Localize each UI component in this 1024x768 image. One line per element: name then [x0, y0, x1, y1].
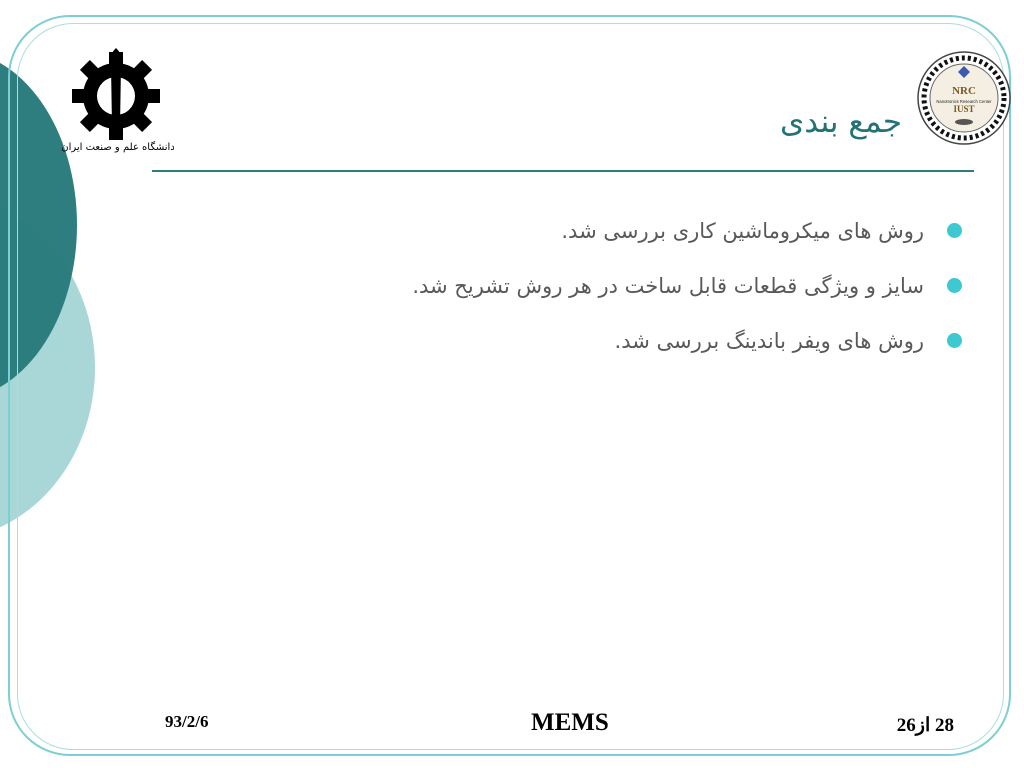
- gear-torch-logo-icon: [62, 32, 174, 160]
- nrc-logo-line2: Nanotronics Research Center: [936, 99, 992, 104]
- bullet-item: [242, 322, 962, 377]
- university-logo: [62, 32, 174, 160]
- slide-title: جمع بندی: [780, 104, 902, 140]
- title-divider: [152, 170, 974, 172]
- footer-page-number: 28 از26: [896, 715, 954, 736]
- bullet-dot-icon: [947, 223, 962, 238]
- nrc-seal-icon: [916, 50, 1012, 146]
- bullet-item: [242, 212, 962, 267]
- nrc-logo: [916, 50, 1012, 146]
- bullet-text: سایز و ویژگی قطعات قابل ساخت در هر روش تشریح شد.: [412, 274, 924, 298]
- bullet-text: روش های میکروماشین کاری بررسی شد.: [561, 219, 924, 243]
- nrc-logo-line3: IUST: [953, 104, 975, 114]
- bullet-item: [242, 267, 962, 322]
- bullet-text: روش های ویفر باندینگ بررسی شد.: [614, 329, 924, 353]
- nrc-logo-line1: NRC: [952, 85, 976, 97]
- bullet-list: [242, 212, 962, 377]
- university-logo-text: دانشگاه علم و صنعت ایران: [62, 142, 174, 153]
- footer-date: 93/2/6: [165, 712, 209, 731]
- bullet-dot-icon: [947, 278, 962, 293]
- footer-title: MEMS: [531, 709, 609, 736]
- bullet-dot-icon: [947, 333, 962, 348]
